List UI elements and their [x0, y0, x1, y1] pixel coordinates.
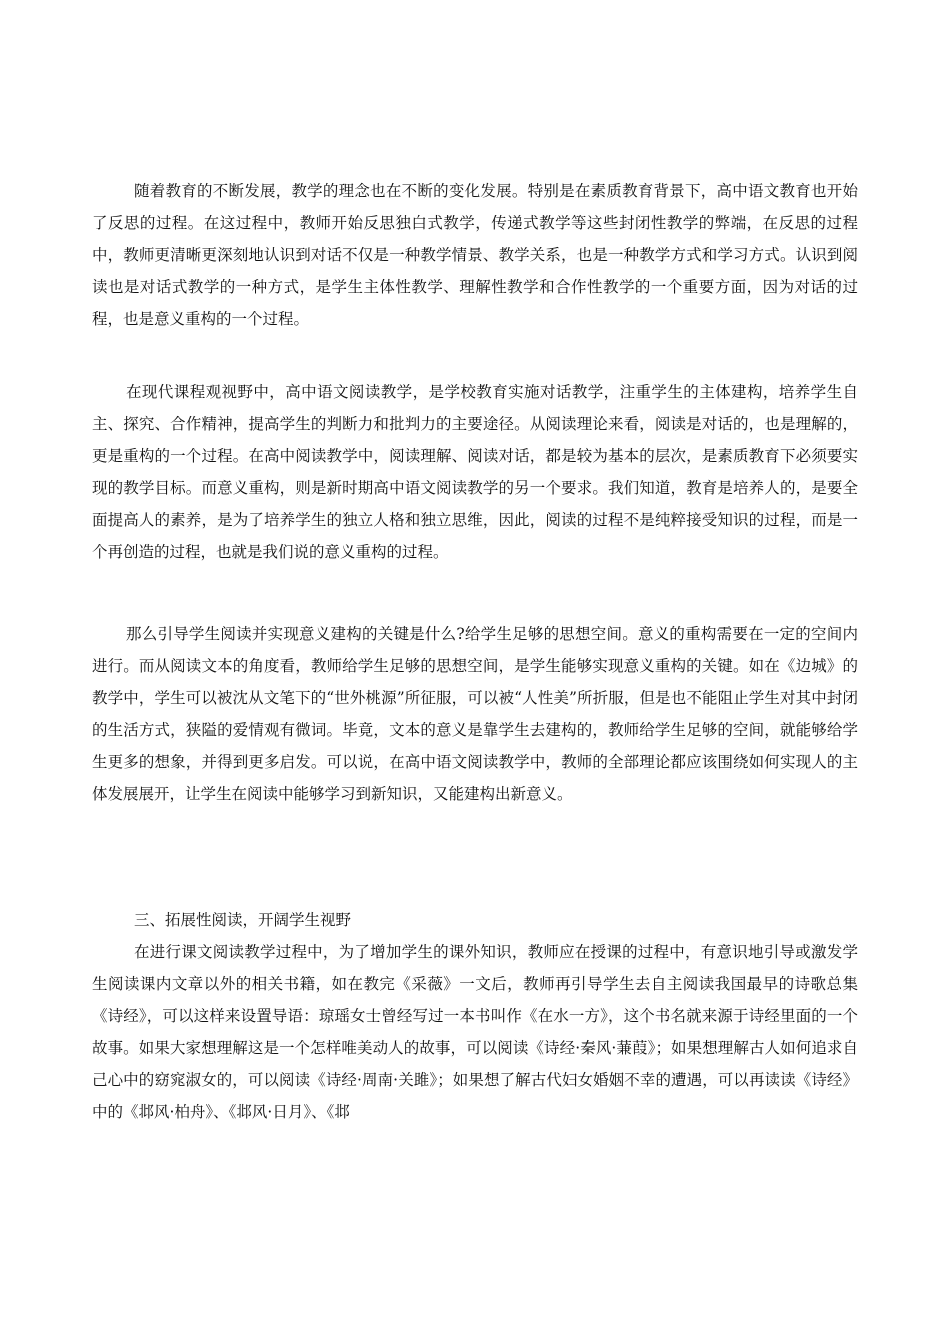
body-paragraph-3: 那么引导学生阅读并实现意义建构的关键是什么?给学生足够的思想空间。意义的重构需要在一定的空间内进行。而从阅读文本的角度看，教师给学生足够的思想空间，是学生能够实现意义重构的关键。如在《边城》的教学中，学生可以被沈从文笔下的“世外桃源”所征服，可以被“人性美”所折服，但是也不能阻止学生对其中封闭的生活方式，狭隘的爱情观有微词。毕竟，文本的意义是靠学生去建构的，教师给学生足够的空间，就能够给学生更多的想象，并得到更多启发。可以说，在高中语文阅读教学中，教师的全部理论都应该围绕如何实现人的主体发展展开，让学生在阅读中能够学习到新知识，又能建构出新意义。 [92, 625, 858, 803]
body-paragraph-4: 在进行课文阅读教学过程中，为了增加学生的课外知识，教师应在授课的过程中，有意识地引导或激发学生阅读课内文章以外的相关书籍，如在教完《采薇》一文后，教师再引导学生去自主阅读我国最早的诗歌总集《诗经》，可以这样来设置导语：琼瑶女士曾经写过一本书叫作《在水一方》，这个书名就来源于诗经里面的一个故事。如果大家想理解这是一个怎样唯美动人的故事，可以阅读《诗经·秦风·蒹葭》；如果想理解古人如何追求自己心中的窈窕淑女的，可以阅读《诗经·周南·关雎》；如果想了解古代妇女婚姻不幸的遭遇，可以再读读《诗经》中的《邶风·柏舟》、《邶风·日月》、《邶 [92, 943, 858, 1121]
section-heading: 三、拓展性阅读，开阔学生视野 [134, 911, 352, 929]
body-paragraph-2: 在现代课程观视野中，高中语文阅读教学，是学校教育实施对话教学，注重学生的主体建构，培养学生自主、探究、合作精神，提高学生的判断力和批判力的主要途径。从阅读理论来看，阅读是对话的，也是理解的，更是重构的一个过程。在高中阅读教学中，阅读理解、阅读对话，都是较为基本的层次，是素质教育下必须要实现的教学目标。而意义重构，则是新时期高中语文阅读教学的另一个要求。我们知道，教育是培养人的，是要全面提高人的素养，是为了培养学生的独立人格和独立思维，因此，阅读的过程不是纯粹接受知识的过程，而是一个再创造的过程，也就是我们说的意义重构的过程。 [92, 383, 858, 561]
body-paragraph-1: 随着教育的不断发展，教学的理念也在不断的变化发展。特别是在素质教育背景下，高中语文教育也开始了反思的过程。在这过程中，教师开始反思独白式教学，传递式教学等这些封闭性教学的弊端，在反思的过程中，教师更清晰更深刻地认识到对话不仅是一种教学情景、教学关系，也是一种教学方式和学习方式。认识到阅读也是对话式教学的一种方式，是学生主体性教学、理解性教学和合作性教学的一个重要方面，因为对话的过程，也是意义重构的一个过程。 [92, 182, 858, 328]
